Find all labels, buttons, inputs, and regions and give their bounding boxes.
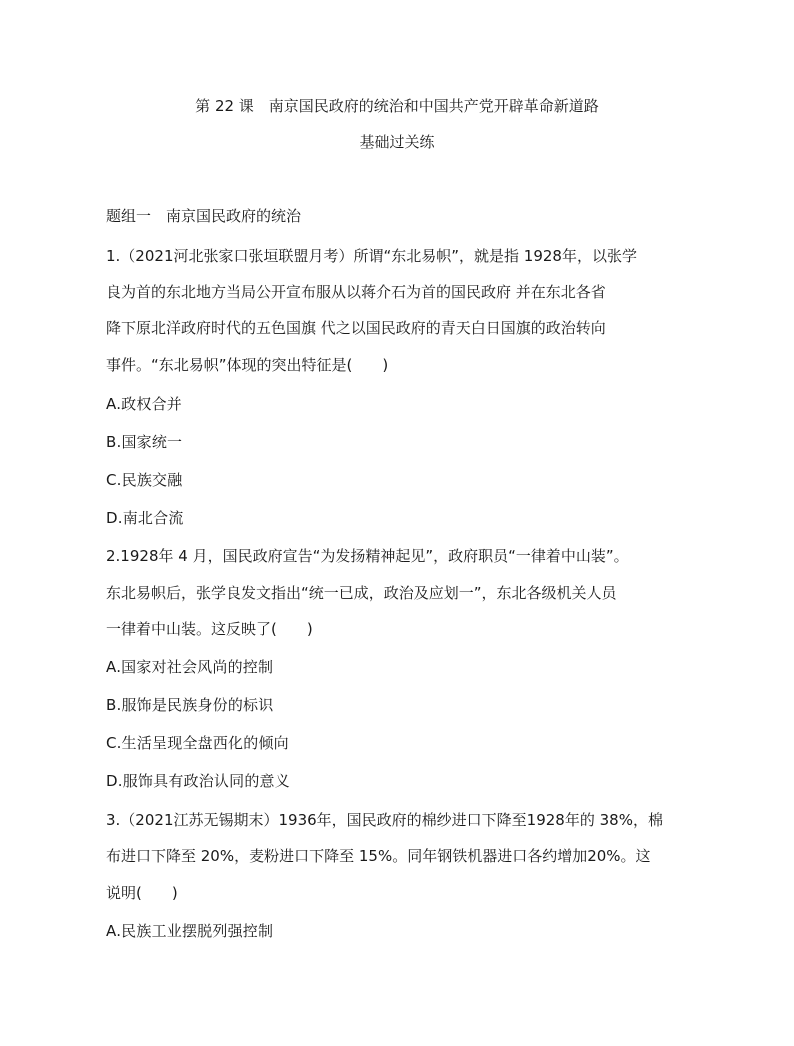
question-1-line: 良为首的东北地方当局公开宣布服从以蒋介石为首的国民政府 并在东北各省 bbox=[106, 283, 606, 301]
question-2-option-c: C.生活呈现全盘西化的倾向 bbox=[106, 734, 289, 752]
section-title: 基础过关练 bbox=[359, 133, 435, 151]
question-3-line: 3.（2021江苏无锡期末）1936年，国民政府的棉纱进口下降至1928年的 38%，棉 bbox=[106, 811, 663, 829]
question-1-option-b: B.国家统一 bbox=[106, 433, 183, 451]
question-3-line: 说明( ) bbox=[106, 884, 178, 902]
question-3-line: 布进口下降至 20%，麦粉进口下降至 15%。同年钢铁机器进口各约增加20%。这 bbox=[106, 847, 651, 865]
question-2-option-b: B.服饰是民族身份的标识 bbox=[106, 696, 274, 714]
lesson-title: 第 22 课 南京国民政府的统治和中国共产党开辟革命新道路 bbox=[195, 97, 599, 115]
question-2-option-d: D.服饰具有政治认同的意义 bbox=[106, 772, 290, 790]
question-2-line: 一律着中山装。这反映了( ) bbox=[106, 620, 313, 638]
question-2-line: 2.1928年 4 月，国民政府宣告“为发扬精神起见”，政府职员“一律着中山装”。 bbox=[106, 547, 629, 565]
question-3-option-a: A.民族工业摆脱列强控制 bbox=[106, 922, 274, 940]
question-1-line: 事件。“东北易帜”体现的突出特征是( ) bbox=[106, 356, 389, 374]
question-1-line: 1.（2021河北张家口张垣联盟月考）所谓“东北易帜”，就是指 1928年，以张学 bbox=[106, 247, 637, 265]
question-1-line: 降下原北洋政府时代的五色国旗 代之以国民政府的青天白日国旗的政治转向 bbox=[106, 319, 606, 337]
question-1-option-a: A.政权合并 bbox=[106, 395, 182, 413]
group-heading: 题组一 南京国民政府的统治 bbox=[106, 207, 302, 225]
question-2-line: 东北易帜后，张学良发文指出“统一已成，政治及应划一”，东北各级机关人员 bbox=[106, 584, 617, 602]
question-1-option-c: C.民族交融 bbox=[106, 471, 183, 489]
question-1-option-d: D.南北合流 bbox=[106, 509, 184, 527]
question-2-option-a: A.国家对社会风尚的控制 bbox=[106, 658, 274, 676]
